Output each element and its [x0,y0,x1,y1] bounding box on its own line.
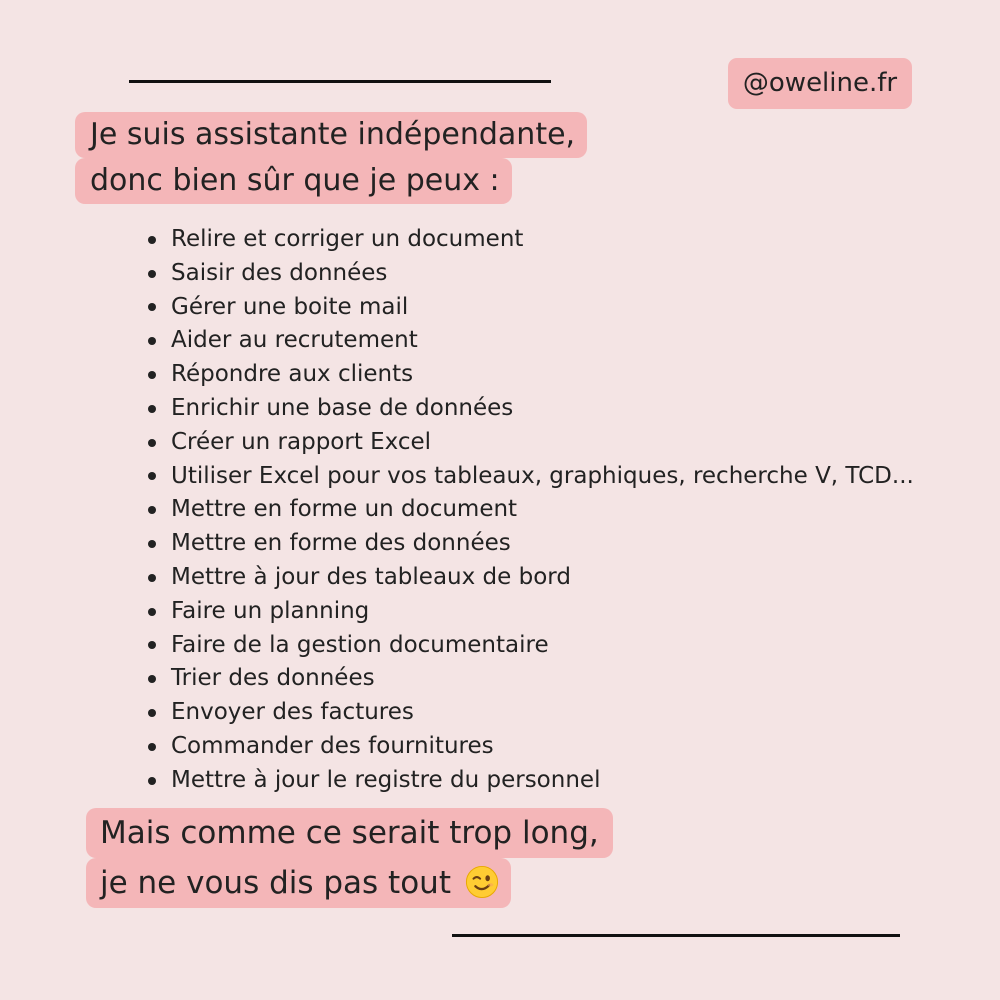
list-item-text: Enrichir une base de données [171,394,514,421]
list-item-text: Mettre en forme un document [171,496,518,523]
bullet-icon [148,709,156,717]
bullet-icon [148,574,156,582]
list-item [148,764,914,798]
list-item-text: Gérer une boite mail [171,293,409,320]
outro-line-2-text: je ne vous dis pas tout [100,865,451,901]
list-item [148,358,914,392]
list-item-text: Créer un rapport Excel [171,428,432,455]
list-item [148,561,914,595]
bullet-icon [148,371,156,379]
list-item [148,223,914,257]
bullet-icon [148,472,156,480]
bullet-icon [148,777,156,785]
list-item-text: Mettre en forme des données [171,530,511,557]
bullet-icon [148,540,156,548]
outro-line-2 [86,858,511,908]
outro-line-1: Mais comme ce serait trop long, [86,808,613,858]
list-item [148,324,914,358]
list-item [148,257,914,291]
bullet-icon [148,439,156,447]
task-list [148,223,914,798]
list-item [148,291,914,325]
bullet-icon [148,641,156,649]
list-item-text: Faire un planning [171,597,370,624]
list-item-text: Mettre à jour des tableaux de bord [171,563,571,590]
list-item [148,662,914,696]
bullet-icon [148,608,156,616]
bullet-icon [148,337,156,345]
bullet-icon [148,236,156,244]
intro-heading [75,112,587,204]
list-item [148,696,914,730]
list-item [148,460,914,494]
list-item-text: Relire et corriger un document [171,226,524,252]
list-item-text: Saisir des données [171,259,388,286]
top-divider [129,80,551,83]
list-item [148,629,914,663]
outro-message [86,808,613,908]
bottom-divider [452,934,900,937]
list-item [148,730,914,764]
list-item [148,493,914,527]
list-item [148,595,914,629]
list-item-text: Trier des données [171,665,375,692]
bullet-icon [148,405,156,413]
list-item [148,392,914,426]
bullet-icon [148,675,156,683]
intro-line-2: donc bien sûr que je peux : [75,158,512,204]
list-item-text: Aider au recrutement [171,327,418,354]
list-item-text: Commander des fournitures [171,732,494,759]
list-item-text: Envoyer des factures [171,699,414,726]
intro-line-1: Je suis assistante indépendante, [75,112,587,158]
list-item-text: Répondre aux clients [171,361,414,388]
list-item [148,527,914,561]
bullet-icon [148,303,156,311]
list-item-text: Mettre à jour le registre du personnel [171,766,601,793]
bullet-icon [148,743,156,751]
social-handle-badge: @oweline.fr [728,58,912,109]
list-item-text: Utiliser Excel pour vos tableaux, graphiques, recherche V, TCD... [171,462,914,489]
bullet-icon [148,270,156,278]
winking-face-icon [465,865,499,899]
list-item [148,426,914,460]
list-item-text: Faire de la gestion documentaire [171,631,549,658]
bullet-icon [148,506,156,514]
